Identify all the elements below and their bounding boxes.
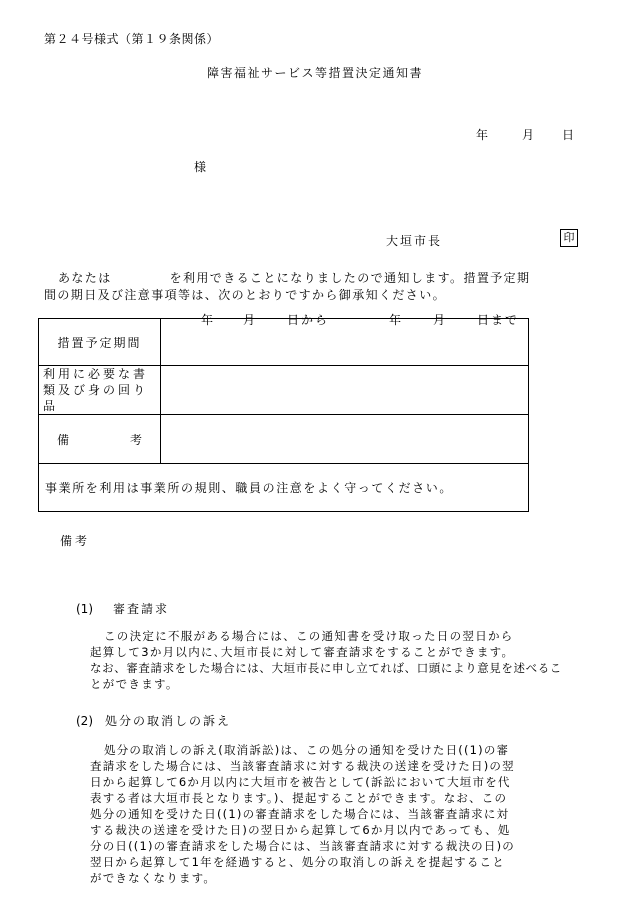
period-label: 措置予定期間 [39,319,161,366]
section2-line: ができなくなります。 [90,871,217,885]
form-number: 第２４号様式（第１９条関係） [44,32,220,46]
table-row-period [39,319,529,366]
section2-heading [76,712,231,729]
section2-title: 処分の取消しの訴え [105,714,232,728]
section2-line: する裁決の送達を受けた日)の翌日から起算して6か月以内であっても、処 [90,823,511,837]
remarks-label [39,415,161,464]
date-year-label: 年 [476,128,489,142]
table-row-footer [39,464,529,512]
section2-line: 分の日((1)の審査請求をした場合には、当該審査請求に対する裁決の日)の [90,839,515,853]
period-from-day: 日から [287,313,330,327]
period-to-year: 年 [389,313,402,327]
items-label: 利用に必要な書類及び身の回り品 [39,366,161,415]
measure-details-table [38,313,529,512]
period-to-month: 月 [433,313,446,327]
section2-line: 翌日から起算して1年を経過すると、処分の取消しの訴えを提起すること [90,855,505,869]
remarks-value [161,415,529,464]
period-to-day: 日まで [477,313,520,327]
period-from-month: 月 [243,313,256,327]
section1-line: 起算して3か月以内に､大垣市長に対して審査請求をすることができます。 [90,645,515,659]
section2-body [90,742,580,886]
notice-paragraph [44,270,584,304]
table-row-remarks [39,415,529,464]
section2-line: 日から起算して6か月以内に大垣市を被告として(訴訟において大垣市を代 [90,775,511,789]
remarks-label-a: 備 [57,432,70,447]
section1-line: この決定に不服がある場合には、この通知書を受け取った日の翌日から [104,629,514,643]
addressee-suffix: 様 [194,160,207,174]
period-value [161,313,529,366]
table-row-items [39,366,529,415]
notice-part2: を利用できることになりましたので通知します。措置予定期 [169,271,531,285]
section2-line: 処分の取消しの訴え(取消訴訟)は、この処分の通知を受けた日((1)の審 [104,743,510,757]
section2-line: 表する者は大垣市長となります。)、提起することができます。なお、この [90,791,508,805]
seal-stamp: 印 [560,229,578,247]
date-month-label: 月 [522,128,535,142]
issuer-name: 大垣市長 [386,234,443,248]
section2-line: 処分の通知を受けた日((1)の審査請求をした場合には、当該審査請求に対 [90,807,510,821]
items-value [161,366,529,415]
notice-part1: あなたは [58,271,112,285]
section2-line: 査請求をした場合には、当該審査請求に対する裁決の送達を受けた日)の翌 [90,759,515,773]
remarks-label-b: 考 [129,432,142,447]
section1-heading [76,600,169,617]
remarks-heading: 備考 [60,534,91,548]
notice-line2: 間の期日及び注意事項等は、次のとおりですから御承知ください。 [44,288,447,302]
section1-title: 審査請求 [113,602,170,616]
section2-number: (2) [76,714,93,728]
section1-line: とができます。 [90,677,179,691]
section1-line: なお、審査請求をした場合には、大垣市長に申し立てれば、口頭により意見を述べるこ [90,661,562,675]
table-footer-note: 事業所を利用は事業所の規則、職員の注意をよく守ってください。 [39,464,529,512]
section1-number: (1) [76,602,93,616]
document-title: 障害福祉サービス等措置決定通知書 [206,66,423,80]
section1-body [90,628,580,692]
date-day-label: 日 [562,128,575,142]
period-from-year: 年 [201,313,214,327]
